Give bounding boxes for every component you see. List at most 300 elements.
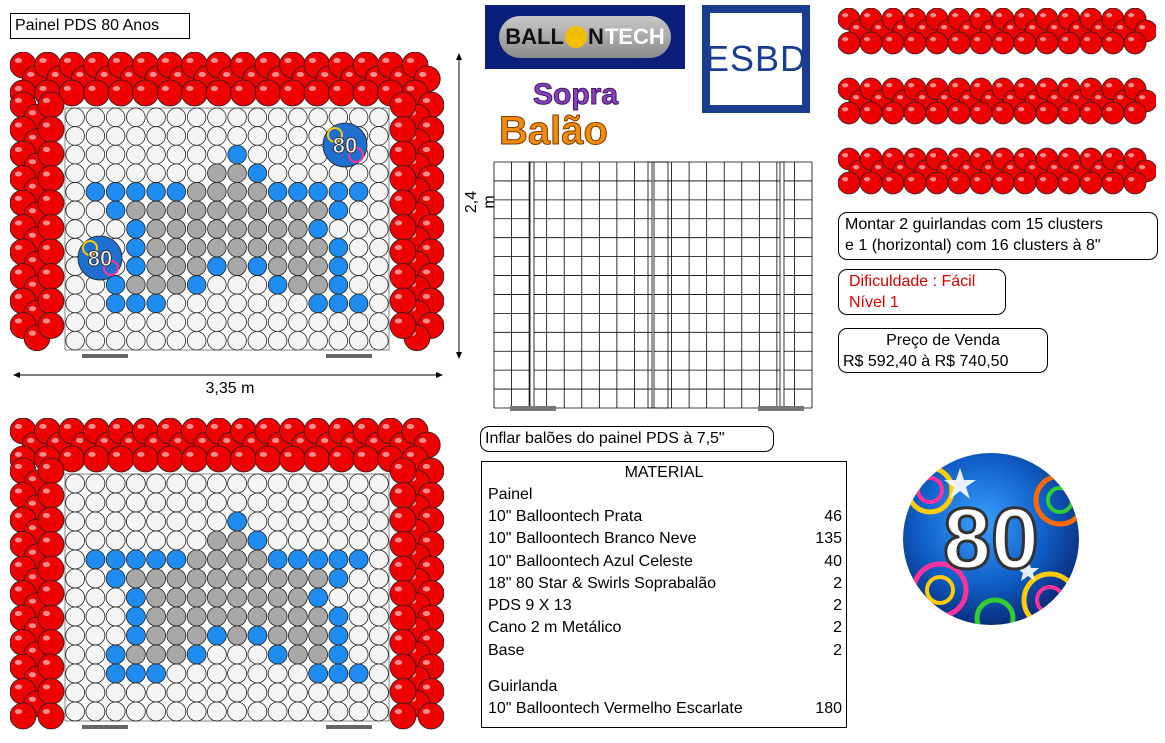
garland-balloon: [10, 703, 36, 729]
panel-balloon: [86, 474, 105, 493]
panel-balloon: [349, 664, 368, 683]
panel-balloon: [187, 127, 206, 146]
panel-balloon: [289, 220, 308, 239]
garland-balloon: [948, 102, 970, 124]
material-item-name: 10" Balloontech Prata: [488, 508, 643, 525]
panel-balloon: [207, 683, 226, 702]
material-item-name: Cano 2 m Metálico: [488, 619, 622, 637]
panel-balloon: [268, 569, 287, 588]
garland-balloon: [390, 703, 416, 729]
panel-balloon: [126, 569, 145, 588]
panel-balloon: [228, 294, 247, 313]
panel-balloon: [147, 664, 166, 683]
garland-balloon: [108, 446, 134, 472]
panel-balloon: [288, 569, 307, 588]
panel-balloon: [349, 276, 368, 295]
panel-balloon: [228, 108, 247, 127]
panel-balloon: [228, 127, 247, 146]
garland-balloon: [992, 102, 1014, 124]
panel-balloon: [147, 201, 166, 220]
panel-balloon: [309, 645, 328, 664]
panel-balloon: [248, 626, 267, 645]
panel-balloon: [248, 474, 267, 493]
panel-balloon: [329, 569, 348, 588]
panel-balloon: [329, 702, 348, 721]
panel-balloon: [349, 550, 368, 569]
panel-balloon: [207, 626, 226, 645]
garland-balloon: [390, 141, 416, 167]
garland-balloon: [992, 32, 1014, 54]
garland-balloon: [133, 446, 159, 472]
panel-balloon: [66, 626, 85, 645]
panel-diagram-back: [10, 418, 444, 733]
panel-balloon: [86, 294, 105, 313]
small-80-balloon: [323, 123, 367, 167]
balloontech-logo: BALL N TECH: [485, 5, 685, 69]
garland-balloon: [38, 141, 64, 167]
panel-balloon: [106, 607, 125, 626]
panel-balloon: [187, 108, 206, 127]
panel-balloon: [369, 474, 388, 493]
panel-balloon: [369, 683, 388, 702]
panel-balloon: [268, 201, 287, 220]
panel-balloon: [207, 607, 226, 626]
panel-balloon: [126, 702, 145, 721]
panel-balloon: [268, 257, 287, 276]
panel-balloon: [167, 588, 186, 607]
panel-balloon: [309, 257, 328, 276]
panel-balloon: [309, 702, 328, 721]
panel-balloon: [248, 607, 267, 626]
panel-balloon: [187, 276, 206, 295]
garland-balloon: [255, 446, 281, 472]
panel-balloon: [127, 108, 146, 127]
panel-balloon: [126, 588, 145, 607]
panel-balloon: [126, 531, 145, 550]
panel-balloon: [207, 588, 226, 607]
panel-balloon: [268, 493, 287, 512]
panel-balloon: [167, 108, 186, 127]
garland-balloon: [38, 458, 64, 484]
garland-balloon: [926, 102, 948, 124]
panel-balloon: [309, 313, 328, 332]
garland-balloon: [38, 190, 64, 216]
panel-balloon: [167, 257, 186, 276]
garland-balloon: [206, 446, 232, 472]
panel-balloon: [309, 664, 328, 683]
panel-balloon: [289, 313, 308, 332]
panel-balloon: [288, 664, 307, 683]
panel-balloon: [268, 182, 287, 201]
panel-balloon: [208, 220, 227, 239]
panel-balloon: [370, 220, 389, 239]
panel-balloon: [147, 531, 166, 550]
panel-balloon: [187, 164, 206, 183]
panel-balloon: [126, 512, 145, 531]
garland-balloon: [38, 630, 64, 656]
panel-balloon: [127, 201, 146, 220]
panel-balloon: [228, 664, 247, 683]
panel-balloon: [167, 664, 186, 683]
garland-balloon: [231, 446, 257, 472]
panel-balloon: [86, 331, 105, 350]
panel-balloon: [248, 531, 267, 550]
garland-balloon: [1036, 102, 1058, 124]
panel-balloon: [167, 331, 186, 350]
garland-balloon: [329, 80, 355, 106]
panel-balloon: [288, 493, 307, 512]
garland-balloon: [206, 80, 232, 106]
panel-balloon: [349, 645, 368, 664]
panel-balloon: [167, 313, 186, 332]
garland-balloon: [882, 102, 904, 124]
garland-balloon: [1124, 172, 1146, 194]
garland-balloon: [882, 32, 904, 54]
panel-balloon: [288, 645, 307, 664]
panel-balloon: [187, 331, 206, 350]
panel-balloon: [147, 127, 166, 146]
panel-balloon: [187, 626, 206, 645]
panel-balloon: [147, 331, 166, 350]
panel-balloon: [309, 238, 328, 257]
panel-balloon: [248, 664, 267, 683]
panel-balloon: [86, 313, 105, 332]
panel-balloon: [147, 108, 166, 127]
difficulty-box: Dificuldade : Fácil Nível 1: [838, 269, 1006, 315]
panel-balloon: [349, 201, 368, 220]
garland-balloon: [1058, 172, 1080, 194]
panel-balloon: [248, 550, 267, 569]
panel-balloon: [228, 201, 247, 220]
panel-balloon: [86, 626, 105, 645]
panel-balloon: [349, 257, 368, 276]
garland-balloon: [38, 117, 64, 143]
panel-balloon: [228, 645, 247, 664]
panel-balloon: [248, 683, 267, 702]
panel-balloon: [309, 276, 328, 295]
panel-balloon: [288, 531, 307, 550]
panel-balloon: [167, 550, 186, 569]
garland-balloon: [926, 172, 948, 194]
panel-balloon: [370, 313, 389, 332]
panel-balloon: [309, 588, 328, 607]
panel-balloon: [167, 276, 186, 295]
panel-balloon: [86, 145, 105, 164]
garland-balloon: [38, 605, 64, 631]
panel-balloon: [329, 531, 348, 550]
panel-balloon: [187, 220, 206, 239]
panel-balloon: [106, 220, 125, 239]
panel-balloon: [187, 664, 206, 683]
svg-text:Balão: Balão: [499, 109, 608, 152]
panel-balloon: [309, 493, 328, 512]
panel-balloon: [208, 257, 227, 276]
panel-balloon: [228, 331, 247, 350]
panel-balloon: [268, 607, 287, 626]
panel-balloon: [66, 220, 85, 239]
panel-balloon: [309, 108, 328, 127]
panel-balloon: [370, 294, 389, 313]
panel-balloon: [106, 626, 125, 645]
panel-balloon: [289, 182, 308, 201]
garland-balloon: [38, 703, 64, 729]
panel-balloon: [187, 569, 206, 588]
panel-balloon: [167, 683, 186, 702]
panel-balloon: [208, 294, 227, 313]
panel-balloon: [147, 607, 166, 626]
panel-balloon: [147, 164, 166, 183]
garland-balloon: [1124, 102, 1146, 124]
garland-strip: [838, 78, 1156, 124]
garland-balloon: [1014, 32, 1036, 54]
panel-balloon: [289, 238, 308, 257]
panel-balloon: [147, 550, 166, 569]
panel-balloon: [349, 182, 368, 201]
garland-balloon: [948, 32, 970, 54]
panel-balloon: [126, 607, 145, 626]
panel-balloon: [208, 201, 227, 220]
panel-balloon: [309, 550, 328, 569]
panel-balloon: [309, 569, 328, 588]
garland-balloon: [970, 172, 992, 194]
garland-balloon: [390, 239, 416, 265]
panel-balloon: [167, 164, 186, 183]
garland-balloon: [38, 581, 64, 607]
panel-balloon: [329, 238, 348, 257]
panel-balloon: [187, 550, 206, 569]
garland-balloon: [1102, 32, 1124, 54]
panel-balloon: [288, 474, 307, 493]
pds-frame-diagram: [490, 158, 820, 418]
panel-balloon: [66, 127, 85, 146]
garland-balloon: [1102, 172, 1124, 194]
panel-balloon: [66, 313, 85, 332]
panel-balloon: [349, 294, 368, 313]
panel-balloon: [86, 220, 105, 239]
garland-balloon: [390, 556, 416, 582]
material-item-qty: 2: [833, 641, 842, 659]
panel-balloon: [106, 683, 125, 702]
panel-balloon: [228, 238, 247, 257]
garland-balloon: [390, 654, 416, 680]
panel-balloon: [208, 145, 227, 164]
panel-balloon: [167, 569, 186, 588]
garland-balloon: [970, 32, 992, 54]
panel-balloon: [86, 164, 105, 183]
panel-balloon: [228, 588, 247, 607]
panel-balloon: [369, 607, 388, 626]
garland-balloon: [904, 172, 926, 194]
panel-balloon: [268, 474, 287, 493]
garland-balloon: [1058, 102, 1080, 124]
garland-balloon: [390, 483, 416, 509]
garland-strip: [838, 148, 1156, 194]
garland-balloon: [1036, 172, 1058, 194]
panel-balloon: [370, 238, 389, 257]
panel-balloon: [106, 664, 125, 683]
panel-balloon: [309, 182, 328, 201]
garland-balloon: [182, 80, 208, 106]
panel-balloon: [187, 257, 206, 276]
panel-balloon: [187, 145, 206, 164]
panel-balloon: [187, 238, 206, 257]
panel-balloon: [228, 276, 247, 295]
panel-balloon: [126, 474, 145, 493]
panel-balloon: [127, 276, 146, 295]
panel-balloon: [86, 645, 105, 664]
panel-balloon: [370, 276, 389, 295]
panel-balloon: [86, 201, 105, 220]
panel-balloon: [248, 201, 267, 220]
panel-balloon: [187, 645, 206, 664]
material-item-qty: 46: [824, 508, 842, 525]
panel-balloon: [289, 108, 308, 127]
panel-balloon: [268, 588, 287, 607]
panel-balloon: [248, 145, 267, 164]
panel-diagram-front: [10, 52, 444, 362]
panel-balloon: [106, 550, 125, 569]
material-item-qty: 180: [815, 700, 842, 718]
panel-balloon: [106, 201, 125, 220]
price-box: Preço de Venda R$ 592,40 à R$ 740,50: [838, 328, 1048, 373]
svg-text:80: 80: [332, 133, 358, 158]
garland-balloon: [1102, 102, 1124, 124]
inflate-instructions: Inflar balões do painel PDS à 7,5": [480, 426, 774, 452]
panel-balloon: [106, 127, 125, 146]
garland-balloon: [390, 166, 416, 192]
panel-balloon: [248, 127, 267, 146]
panel-balloon: [228, 607, 247, 626]
panel-balloon: [228, 626, 247, 645]
panel-balloon: [309, 201, 328, 220]
panel-balloon: [228, 683, 247, 702]
panel-balloon: [268, 313, 287, 332]
garland-balloon: [1058, 32, 1080, 54]
panel-balloon: [66, 702, 85, 721]
panel-balloon: [66, 512, 85, 531]
garland-balloon: [108, 80, 134, 106]
panel-balloon: [187, 294, 206, 313]
panel-balloon: [147, 276, 166, 295]
panel-balloon: [147, 645, 166, 664]
panel-balloon: [248, 257, 267, 276]
panel-balloon: [147, 182, 166, 201]
panel-balloon: [370, 201, 389, 220]
panel-balloon: [248, 276, 267, 295]
panel-balloon: [208, 276, 227, 295]
panel-balloon: [369, 493, 388, 512]
garland-balloon: [860, 172, 882, 194]
panel-balloon: [106, 588, 125, 607]
panel-balloon: [309, 220, 328, 239]
panel-balloon: [66, 201, 85, 220]
panel-balloon: [309, 531, 328, 550]
panel-balloon: [248, 164, 267, 183]
panel-balloon: [309, 512, 328, 531]
panel-balloon: [329, 276, 348, 295]
panel-balloon: [86, 569, 105, 588]
panel-balloon: [309, 294, 328, 313]
panel-balloon: [66, 683, 85, 702]
panel-balloon: [187, 607, 206, 626]
panel-balloon: [268, 531, 287, 550]
panel-balloon: [127, 331, 146, 350]
panel-balloon: [66, 569, 85, 588]
panel-balloon: [106, 569, 125, 588]
panel-balloon: [167, 127, 186, 146]
material-item-qty: 135: [815, 530, 842, 548]
panel-balloon: [329, 331, 348, 350]
garland-balloon: [390, 581, 416, 607]
garland-balloon: [390, 679, 416, 705]
panel-balloon: [349, 512, 368, 531]
material-row: [482, 595, 846, 617]
panel-balloon: [207, 474, 226, 493]
panel-balloon: [289, 164, 308, 183]
panel-balloon: [66, 550, 85, 569]
panel-balloon: [309, 607, 328, 626]
panel-balloon: [127, 238, 146, 257]
panel-balloon: [66, 182, 85, 201]
panel-balloon: [86, 588, 105, 607]
garland-balloon: [280, 80, 306, 106]
garland-balloon: [390, 630, 416, 656]
panel-balloon: [208, 238, 227, 257]
panel-balloon: [329, 257, 348, 276]
panel-balloon: [147, 257, 166, 276]
panel-balloon: [268, 683, 287, 702]
panel-balloon: [167, 294, 186, 313]
material-item-name: 10" Balloontech Branco Neve: [488, 530, 697, 548]
panel-balloon: [86, 108, 105, 127]
panel-balloon: [208, 331, 227, 350]
garland-balloon: [904, 32, 926, 54]
panel-balloon: [207, 569, 226, 588]
panel-balloon: [147, 145, 166, 164]
panel-balloon: [288, 626, 307, 645]
panel-balloon: [248, 569, 267, 588]
garland-balloon: [1014, 102, 1036, 124]
garland-balloon: [390, 92, 416, 118]
garland-balloon: [390, 215, 416, 241]
panel-balloon: [187, 512, 206, 531]
garland-balloon: [948, 172, 970, 194]
panel-balloon: [349, 474, 368, 493]
garland-diagram: [838, 8, 1156, 202]
panel-balloon: [289, 201, 308, 220]
panel-title: Painel PDS 80 Anos: [10, 13, 190, 39]
panel-balloon: [167, 645, 186, 664]
panel-balloon: [147, 702, 166, 721]
garland-balloon: [1036, 32, 1058, 54]
panel-balloon: [66, 164, 85, 183]
panel-balloon: [167, 512, 186, 531]
garland-balloon: [838, 102, 860, 124]
panel-balloon: [329, 550, 348, 569]
panel-balloon: [228, 550, 247, 569]
material-item-name: 10" Balloontech Azul Celeste: [488, 552, 693, 570]
garland-balloon: [231, 80, 257, 106]
panel-balloon: [106, 474, 125, 493]
panel-balloon: [329, 201, 348, 220]
panel-balloon: [66, 664, 85, 683]
panel-balloon: [268, 512, 287, 531]
panel-balloon: [329, 607, 348, 626]
garland-balloon: [38, 264, 64, 290]
garland-balloon: [38, 313, 64, 339]
panel-balloon: [369, 531, 388, 550]
panel-balloon: [349, 238, 368, 257]
